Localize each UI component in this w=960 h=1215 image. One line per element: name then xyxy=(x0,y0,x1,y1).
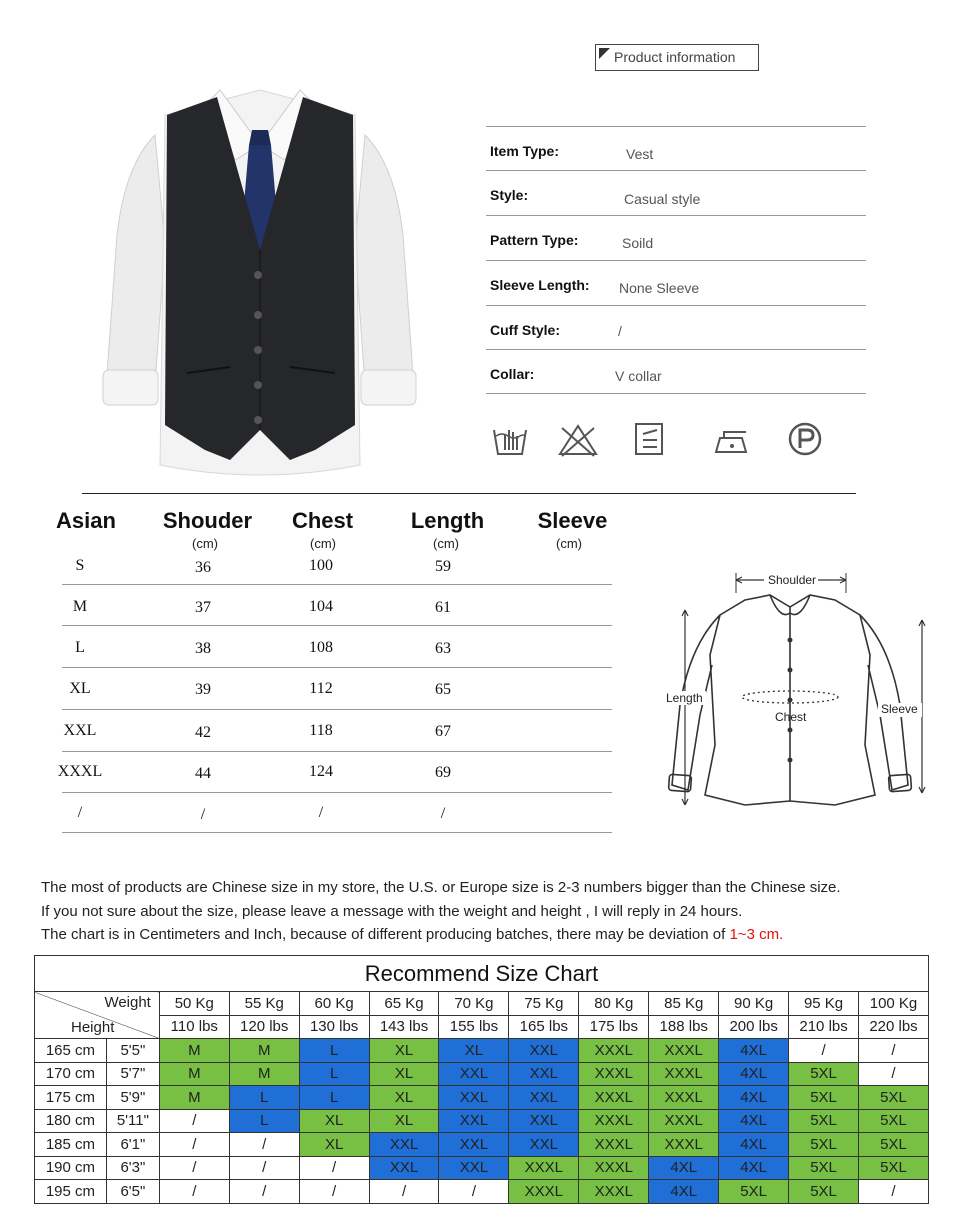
info-row-pattern-type xyxy=(486,216,866,261)
dry-clean-p-icon xyxy=(786,420,826,460)
size-cell: XXL xyxy=(509,1086,579,1110)
table-row xyxy=(35,1133,929,1157)
info-key: Item Type: xyxy=(490,143,559,159)
size-cell: 5XL xyxy=(859,1109,929,1133)
info-value: / xyxy=(618,323,622,339)
weight-lbs-header: 188 lbs xyxy=(649,1015,719,1039)
size-cell: / xyxy=(859,1180,929,1204)
size-cell: XXXL xyxy=(649,1086,719,1110)
size-cell: XXL xyxy=(509,1109,579,1133)
size-cell: 5XL xyxy=(789,1133,859,1157)
iron-icon xyxy=(712,420,752,460)
size-cell: XXL xyxy=(439,1062,509,1086)
row-divider xyxy=(62,709,612,710)
chest-cell: / xyxy=(318,804,324,821)
height-ft-cell: 5'7" xyxy=(106,1062,159,1086)
size-cell: XXXL xyxy=(509,1156,579,1180)
size-cell: / xyxy=(159,1133,229,1157)
row-divider xyxy=(62,667,612,668)
size-cell: L xyxy=(299,1039,369,1063)
size-cell: M xyxy=(159,1062,229,1086)
size-cell: 4XL xyxy=(719,1039,789,1063)
weight-kg-header: 75 Kg xyxy=(509,992,579,1016)
unit-shoulder: (cm) xyxy=(192,536,218,551)
height-cm-cell: 195 cm xyxy=(35,1180,107,1204)
size-cell: XL xyxy=(369,1086,439,1110)
row-divider xyxy=(62,832,612,833)
weight-kg-header: 55 Kg xyxy=(229,992,299,1016)
diagram-label-chest: Chest xyxy=(775,710,807,724)
weight-lbs-header: 110 lbs xyxy=(159,1015,229,1039)
info-key: Style: xyxy=(490,187,529,203)
chest-cell: 104 xyxy=(309,598,333,615)
size-cell: XXL xyxy=(439,1133,509,1157)
row-divider xyxy=(62,584,612,585)
product-photo xyxy=(95,75,425,485)
chest-cell: 124 xyxy=(309,763,333,780)
care-icons xyxy=(486,420,826,460)
no-bleach-icon xyxy=(556,420,600,460)
size-cell: 5XL xyxy=(859,1086,929,1110)
size-cell: / xyxy=(159,1156,229,1180)
size-cell: L xyxy=(299,1086,369,1110)
header-asian: Asian xyxy=(56,508,116,533)
header-shoulder: Shouder xyxy=(162,508,253,533)
height-ft-cell: 5'11" xyxy=(106,1109,159,1133)
height-ft-cell: 5'9" xyxy=(106,1086,159,1110)
weight-kg-header: 85 Kg xyxy=(649,992,719,1016)
height-ft-cell: 5'5" xyxy=(106,1039,159,1063)
size-cell: 5XL xyxy=(719,1180,789,1204)
shoulder-cell: 37 xyxy=(195,599,211,616)
size-cell: XXXL xyxy=(579,1039,649,1063)
diagram-label-sleeve: Sleeve xyxy=(881,702,918,716)
size-cell: XXL xyxy=(509,1133,579,1157)
weight-lbs-header: 143 lbs xyxy=(369,1015,439,1039)
table-row xyxy=(35,1086,929,1110)
height-cm-cell: 190 cm xyxy=(35,1156,107,1180)
note-line-1: The most of products are Chinese size in my store, the U.S. or Europe size is 2-3 numbers bigger than the Chinese size. xyxy=(41,879,841,896)
weight-lbs-header: 165 lbs xyxy=(509,1015,579,1039)
shoulder-cell: 44 xyxy=(195,765,211,782)
weight-lbs-header: 120 lbs xyxy=(229,1015,299,1039)
info-key: Collar: xyxy=(490,366,535,382)
unit-sleeve: (cm) xyxy=(556,536,582,551)
size-cell: XL xyxy=(299,1133,369,1157)
size-cell: / xyxy=(229,1180,299,1204)
weight-height-corner xyxy=(35,992,160,1039)
size-cell: XL xyxy=(369,1039,439,1063)
size-cell: 4XL xyxy=(719,1109,789,1133)
diagram-label-shoulder: Shoulder xyxy=(768,573,817,587)
table-row xyxy=(35,1156,929,1180)
table-row xyxy=(35,1109,929,1133)
weight-kg-header: 95 Kg xyxy=(789,992,859,1016)
length-cell: / xyxy=(440,805,446,822)
size-cell: / xyxy=(369,1180,439,1204)
info-key: Pattern Type: xyxy=(490,232,579,248)
length-cell: 65 xyxy=(435,681,451,698)
size-cell: XXXL xyxy=(649,1109,719,1133)
size-cell: 4XL xyxy=(719,1156,789,1180)
size-cell: XXXL xyxy=(509,1180,579,1204)
section-divider xyxy=(82,493,856,494)
info-row-style xyxy=(486,171,866,216)
weight-kg-header: 90 Kg xyxy=(719,992,789,1016)
size-cell: / xyxy=(859,1039,929,1063)
size-cell: XL xyxy=(69,680,91,697)
size-cell: XXXL xyxy=(579,1062,649,1086)
weight-lbs-header: 155 lbs xyxy=(439,1015,509,1039)
row-divider xyxy=(62,625,612,626)
size-cell: M xyxy=(159,1086,229,1110)
hand-wash-icon xyxy=(490,420,530,460)
size-cell: / xyxy=(229,1156,299,1180)
row-divider xyxy=(62,792,612,793)
info-row-collar xyxy=(486,350,866,394)
size-cell: XXL xyxy=(439,1109,509,1133)
info-row-sleeve-length xyxy=(486,261,866,306)
size-cell: L xyxy=(229,1109,299,1133)
tumble-dry-icon xyxy=(633,420,665,460)
size-cell: XL xyxy=(439,1039,509,1063)
size-cell: XXL xyxy=(63,722,97,739)
measurement-diagram xyxy=(660,565,930,815)
size-cell: 4XL xyxy=(719,1062,789,1086)
height-cm-cell: 175 cm xyxy=(35,1086,107,1110)
size-cell: L xyxy=(299,1062,369,1086)
height-ft-cell: 6'3" xyxy=(106,1156,159,1180)
size-cell: XL xyxy=(299,1109,369,1133)
note-line-3-text: The chart is in Centimeters and Inch, because of different producing batches, there may be deviation of xyxy=(41,926,730,943)
height-cm-cell: 165 cm xyxy=(35,1039,107,1063)
info-value: Soild xyxy=(622,235,654,251)
info-value: Vest xyxy=(626,146,654,162)
weight-lbs-header: 210 lbs xyxy=(789,1015,859,1039)
length-cell: 63 xyxy=(435,640,451,657)
size-cell: / xyxy=(229,1133,299,1157)
size-cell: / xyxy=(77,804,83,821)
size-cell: / xyxy=(439,1180,509,1204)
product-info-table xyxy=(486,126,866,394)
chest-cell: 112 xyxy=(309,680,333,697)
size-cell: L xyxy=(229,1086,299,1110)
info-key: Cuff Style: xyxy=(490,322,560,338)
height-ft-cell: 6'5" xyxy=(106,1180,159,1204)
diagram-label-length: Length xyxy=(666,691,703,705)
info-row-cuff-style xyxy=(486,306,866,350)
size-cell: XXL xyxy=(509,1039,579,1063)
length-cell: 61 xyxy=(435,599,451,616)
size-cell: M xyxy=(229,1039,299,1063)
size-cell: XXXL xyxy=(649,1062,719,1086)
weight-kg-header: 100 Kg xyxy=(859,992,929,1016)
header-length: Length xyxy=(410,508,485,533)
size-cell: XXXL xyxy=(579,1109,649,1133)
size-cell: XXXL xyxy=(649,1133,719,1157)
height-label: Height xyxy=(71,1019,115,1036)
height-cm-cell: 170 cm xyxy=(35,1062,107,1086)
length-cell: 69 xyxy=(435,764,451,781)
shoulder-cell: 38 xyxy=(195,640,211,657)
chart-title: Recommend Size Chart xyxy=(35,956,929,992)
size-cell: / xyxy=(859,1062,929,1086)
height-ft-cell: 6'1" xyxy=(106,1133,159,1157)
note-deviation-highlight: 1~3 cm. xyxy=(729,926,784,943)
size-cell: 5XL xyxy=(859,1133,929,1157)
size-cell: 5XL xyxy=(789,1156,859,1180)
height-cm-cell: 185 cm xyxy=(35,1133,107,1157)
size-cell: / xyxy=(159,1109,229,1133)
unit-length: (cm) xyxy=(433,536,459,551)
weight-kg-header: 50 Kg xyxy=(159,992,229,1016)
chest-cell: 100 xyxy=(309,557,333,574)
header-chest: Chest xyxy=(291,508,354,533)
size-cell: 4XL xyxy=(719,1133,789,1157)
size-cell: M xyxy=(229,1062,299,1086)
note-line-3 xyxy=(41,926,783,943)
shoulder-cell: / xyxy=(200,806,206,823)
size-cell: XL xyxy=(369,1062,439,1086)
weight-lbs-header: 130 lbs xyxy=(299,1015,369,1039)
size-cell: XXXL xyxy=(579,1156,649,1180)
product-info-title: Product information xyxy=(595,44,759,71)
table-row xyxy=(35,1180,929,1204)
unit-chest: (cm) xyxy=(310,536,336,551)
weight-lbs-header: 175 lbs xyxy=(579,1015,649,1039)
shoulder-cell: 36 xyxy=(195,559,211,576)
info-value: Casual style xyxy=(624,191,701,207)
size-cell: XXXL xyxy=(579,1180,649,1204)
size-cell: XXL xyxy=(369,1133,439,1157)
weight-kg-header: 70 Kg xyxy=(439,992,509,1016)
size-cell: XXL xyxy=(439,1156,509,1180)
chest-cell: 108 xyxy=(309,639,333,656)
length-cell: 59 xyxy=(435,558,451,575)
weight-lbs-header: 200 lbs xyxy=(719,1015,789,1039)
size-cell: 5XL xyxy=(789,1062,859,1086)
info-value: V collar xyxy=(615,368,662,384)
size-cell: / xyxy=(789,1039,859,1063)
size-cell: L xyxy=(75,639,85,656)
note-line-2: If you not sure about the size, please leave a message with the weight and height , I will reply in 24 hours. xyxy=(41,903,743,920)
size-cell: 5XL xyxy=(789,1086,859,1110)
size-cell: XL xyxy=(369,1109,439,1133)
size-cell: 5XL xyxy=(789,1109,859,1133)
size-cell: / xyxy=(159,1180,229,1204)
size-cell: XXL xyxy=(369,1156,439,1180)
weight-kg-header: 80 Kg xyxy=(579,992,649,1016)
size-cell: 5XL xyxy=(789,1180,859,1204)
shoulder-cell: 39 xyxy=(195,681,211,698)
info-key: Sleeve Length: xyxy=(490,277,590,293)
recommend-size-chart xyxy=(34,955,929,1204)
size-cell: 4XL xyxy=(649,1156,719,1180)
size-cell: 5XL xyxy=(859,1156,929,1180)
size-cell: XXL xyxy=(439,1086,509,1110)
size-cell: XXXL xyxy=(649,1039,719,1063)
size-cell: XXL xyxy=(509,1062,579,1086)
weight-label: Weight xyxy=(104,994,151,1011)
weight-kg-header: 60 Kg xyxy=(299,992,369,1016)
table-row xyxy=(35,1039,929,1063)
info-value: None Sleeve xyxy=(619,280,700,296)
weight-lbs-header: 220 lbs xyxy=(859,1015,929,1039)
length-cell: 67 xyxy=(435,723,451,740)
size-cell: XXXL xyxy=(579,1133,649,1157)
header-sleeve: Sleeve xyxy=(537,508,608,533)
weight-kg-header: 65 Kg xyxy=(369,992,439,1016)
size-cell: / xyxy=(299,1156,369,1180)
shoulder-cell: 42 xyxy=(195,724,211,741)
size-cell: / xyxy=(299,1180,369,1204)
height-cm-cell: 180 cm xyxy=(35,1109,107,1133)
size-cell: XXXL xyxy=(57,763,103,780)
row-divider xyxy=(62,751,612,752)
size-cell: M xyxy=(72,598,88,615)
size-cell: XXXL xyxy=(579,1086,649,1110)
table-row xyxy=(35,1062,929,1086)
info-row-item-type xyxy=(486,127,866,171)
size-cell: M xyxy=(159,1039,229,1063)
size-cell: S xyxy=(75,557,85,574)
chest-cell: 118 xyxy=(309,722,333,739)
size-cell: 4XL xyxy=(719,1086,789,1110)
size-cell: 4XL xyxy=(649,1180,719,1204)
